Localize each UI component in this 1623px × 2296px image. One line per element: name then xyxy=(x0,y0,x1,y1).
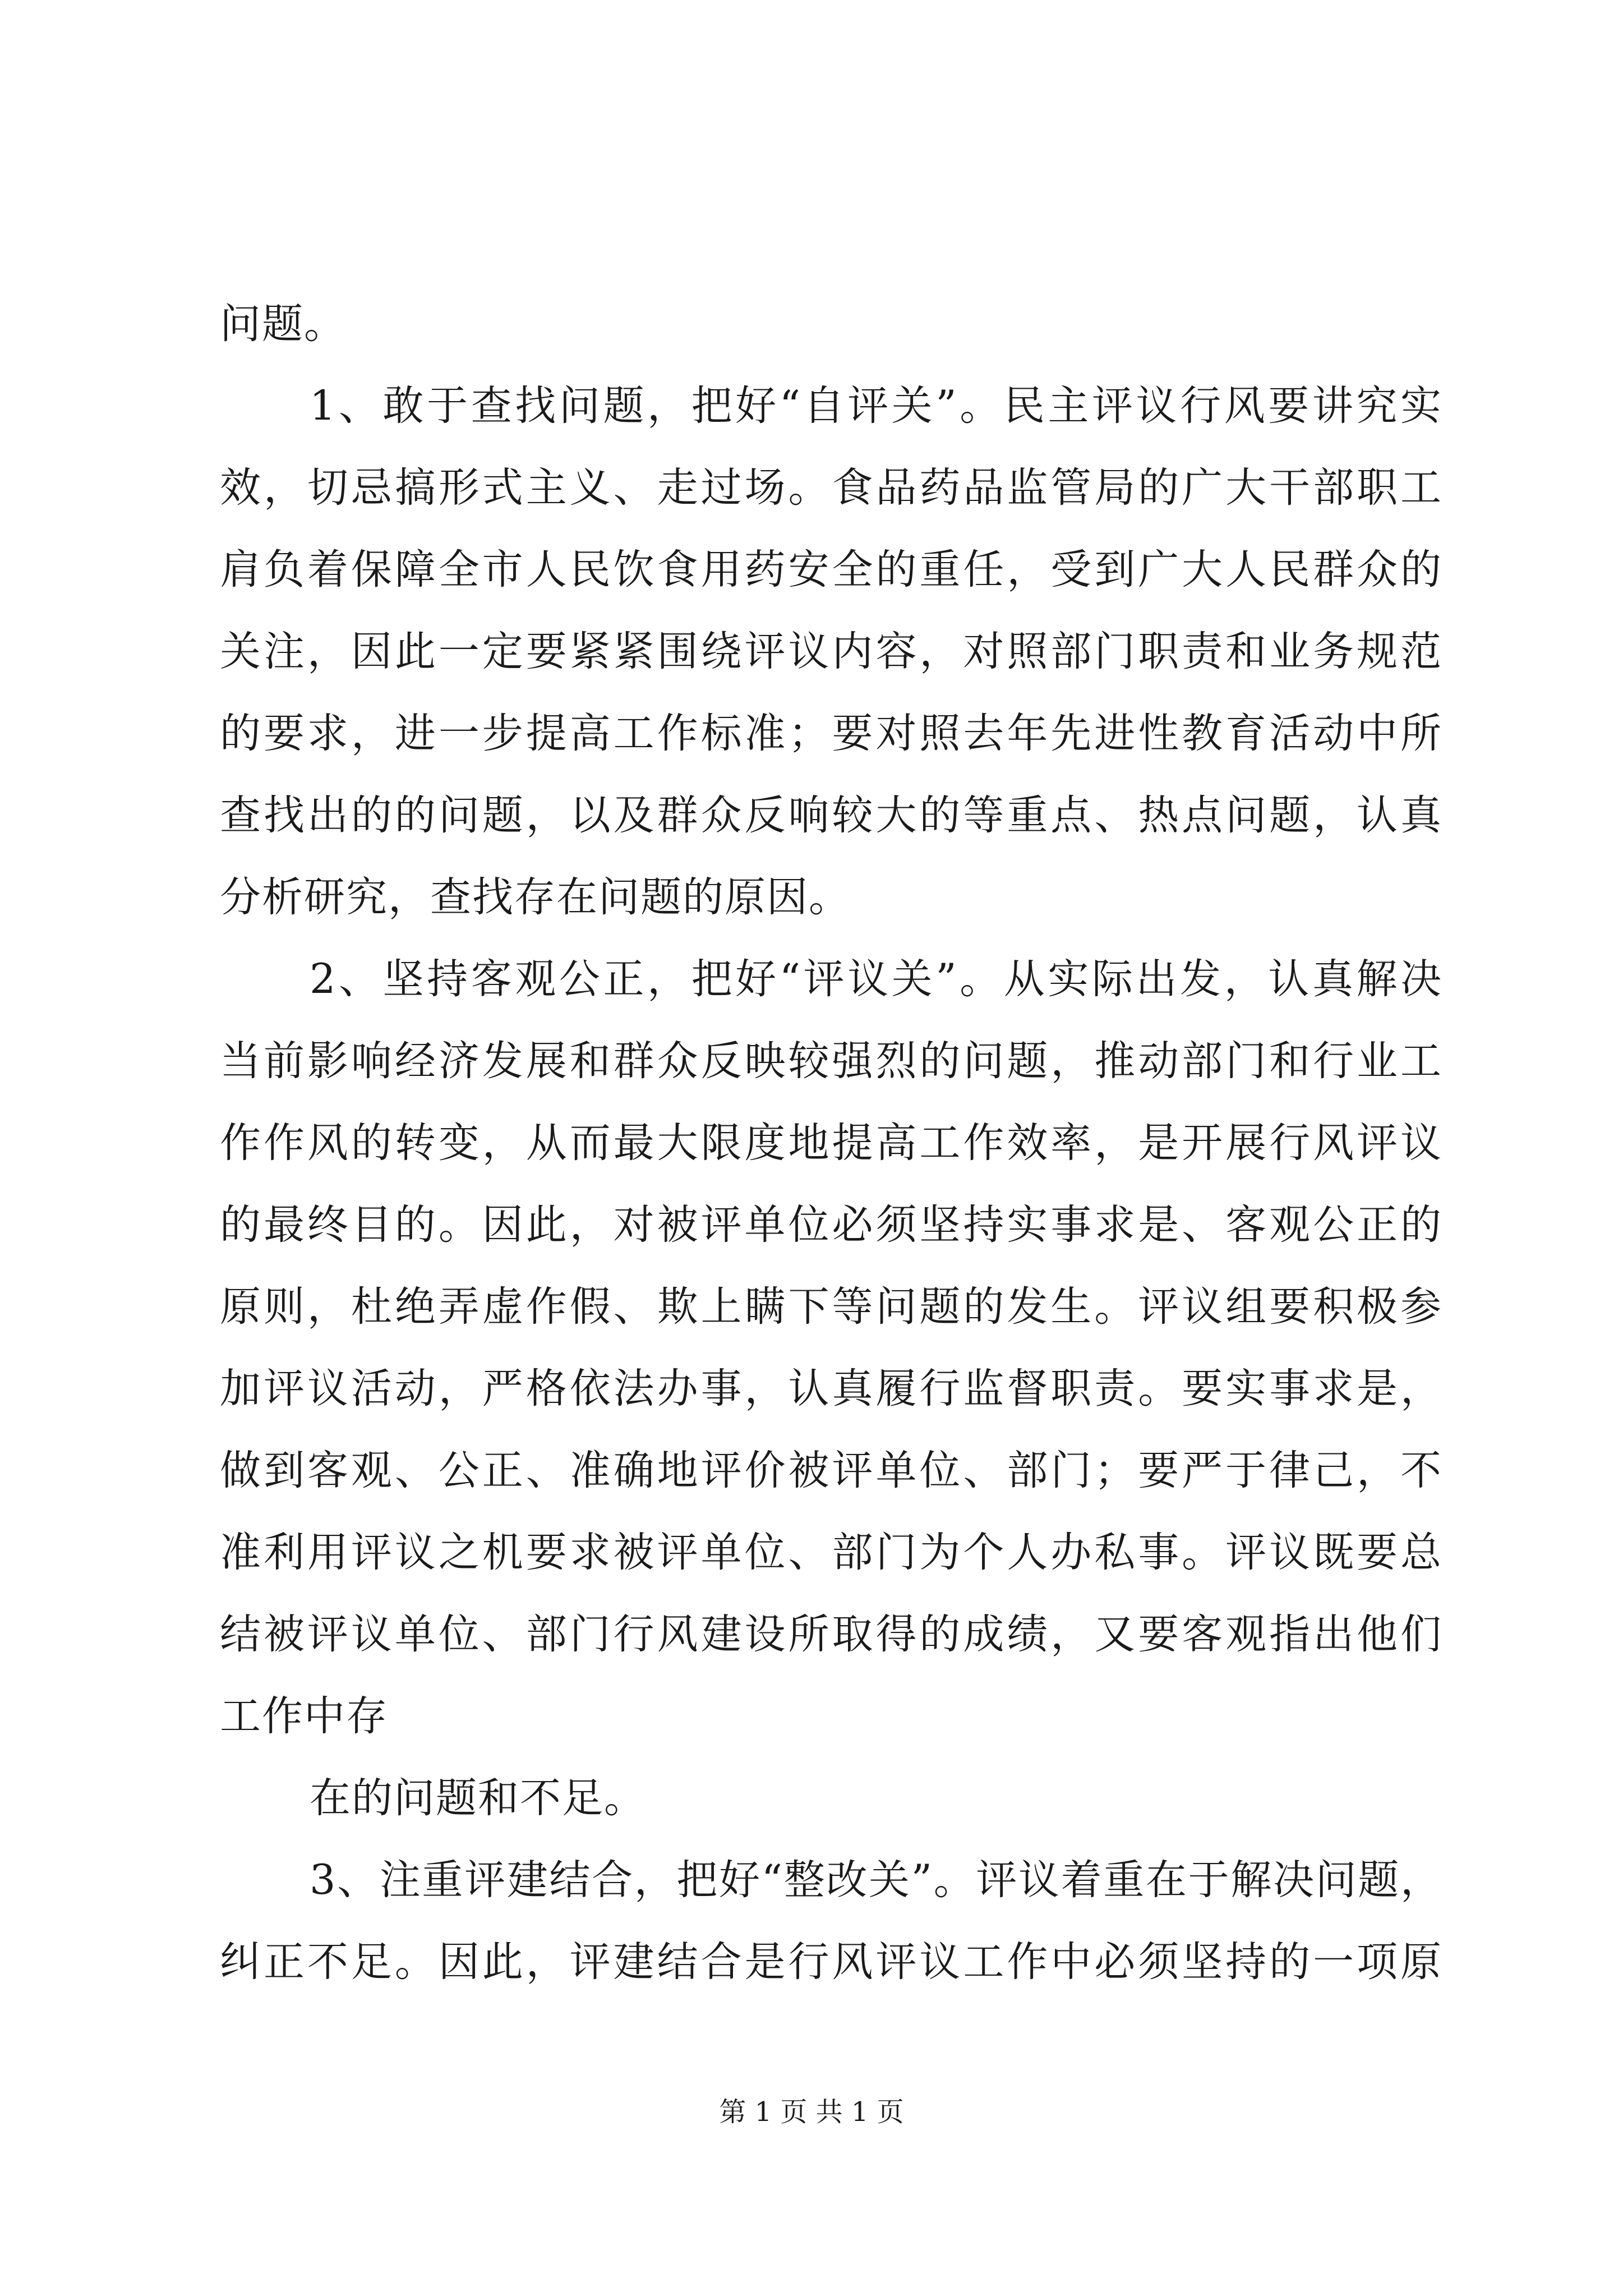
text-line-17: 结被评议单位、部门行风建设所取得的成绩，又要客观指出他们 xyxy=(220,1611,1442,1658)
text-line-18: 工作中存 xyxy=(220,1692,388,1740)
text-line-5: 关注，因此一定要紧紧围绕评议内容，对照部门职责和业务规范 xyxy=(220,628,1442,675)
text-line-1: 问题。 xyxy=(220,300,346,348)
text-line-11: 作作风的转变，从而最大限度地提高工作效率，是开展行风评议 xyxy=(220,1119,1442,1167)
text-line-14: 加评议活动，严格依法办事，认真履行监督职责。要实事求是， xyxy=(220,1365,1442,1412)
text-line-10: 当前影响经济发展和群众反映较强烈的问题，推动部门和行业工 xyxy=(220,1037,1442,1085)
document-body xyxy=(220,283,1442,2003)
text-line-21: 纠正不足。因此，评建结合是行风评议工作中必须坚持的一项原 xyxy=(220,1938,1442,1986)
text-line-16: 准利用评议之机要求被评单位、部门为个人办私事。评议既要总 xyxy=(220,1529,1442,1576)
text-line-20: 3、注重评建结合，把好“整改关”。评议着重在于解决问题， xyxy=(310,1856,1442,1904)
text-line-7: 查找出的的问题，以及群众反响较大的等重点、热点问题，认真 xyxy=(220,792,1442,839)
text-line-15: 做到客观、公正、准确地评价被评单位、部门；要严于律己，不 xyxy=(220,1447,1442,1494)
text-line-2: 1、敢于查找问题，把好“自评关”。民主评议行风要讲究实 xyxy=(310,382,1442,430)
page-number-label: 第 1 页 共 1 页 xyxy=(719,2096,904,2128)
text-line-13: 原则，杜绝弄虚作假、欺上瞒下等问题的发生。评议组要积极参 xyxy=(220,1283,1442,1331)
text-line-19: 在的问题和不足。 xyxy=(310,1774,646,1822)
text-line-8: 分析研究，查找存在问题的原因。 xyxy=(220,873,851,921)
text-line-4: 肩负着保障全市人民饮食用药安全的重任，受到广大人民群众的 xyxy=(220,546,1442,593)
text-line-9: 2、坚持客观公正，把好“评议关”。从实际出发，认真解决 xyxy=(310,955,1442,1003)
page-footer xyxy=(0,2095,1623,2129)
text-line-12: 的最终目的。因此，对被评单位必须坚持实事求是、客观公正的 xyxy=(220,1201,1442,1249)
text-line-6: 的要求，进一步提高工作标准；要对照去年先进性教育活动中所 xyxy=(220,710,1442,757)
text-line-3: 效，切忌搞形式主义、走过场。食品药品监管局的广大干部职工 xyxy=(220,464,1442,512)
